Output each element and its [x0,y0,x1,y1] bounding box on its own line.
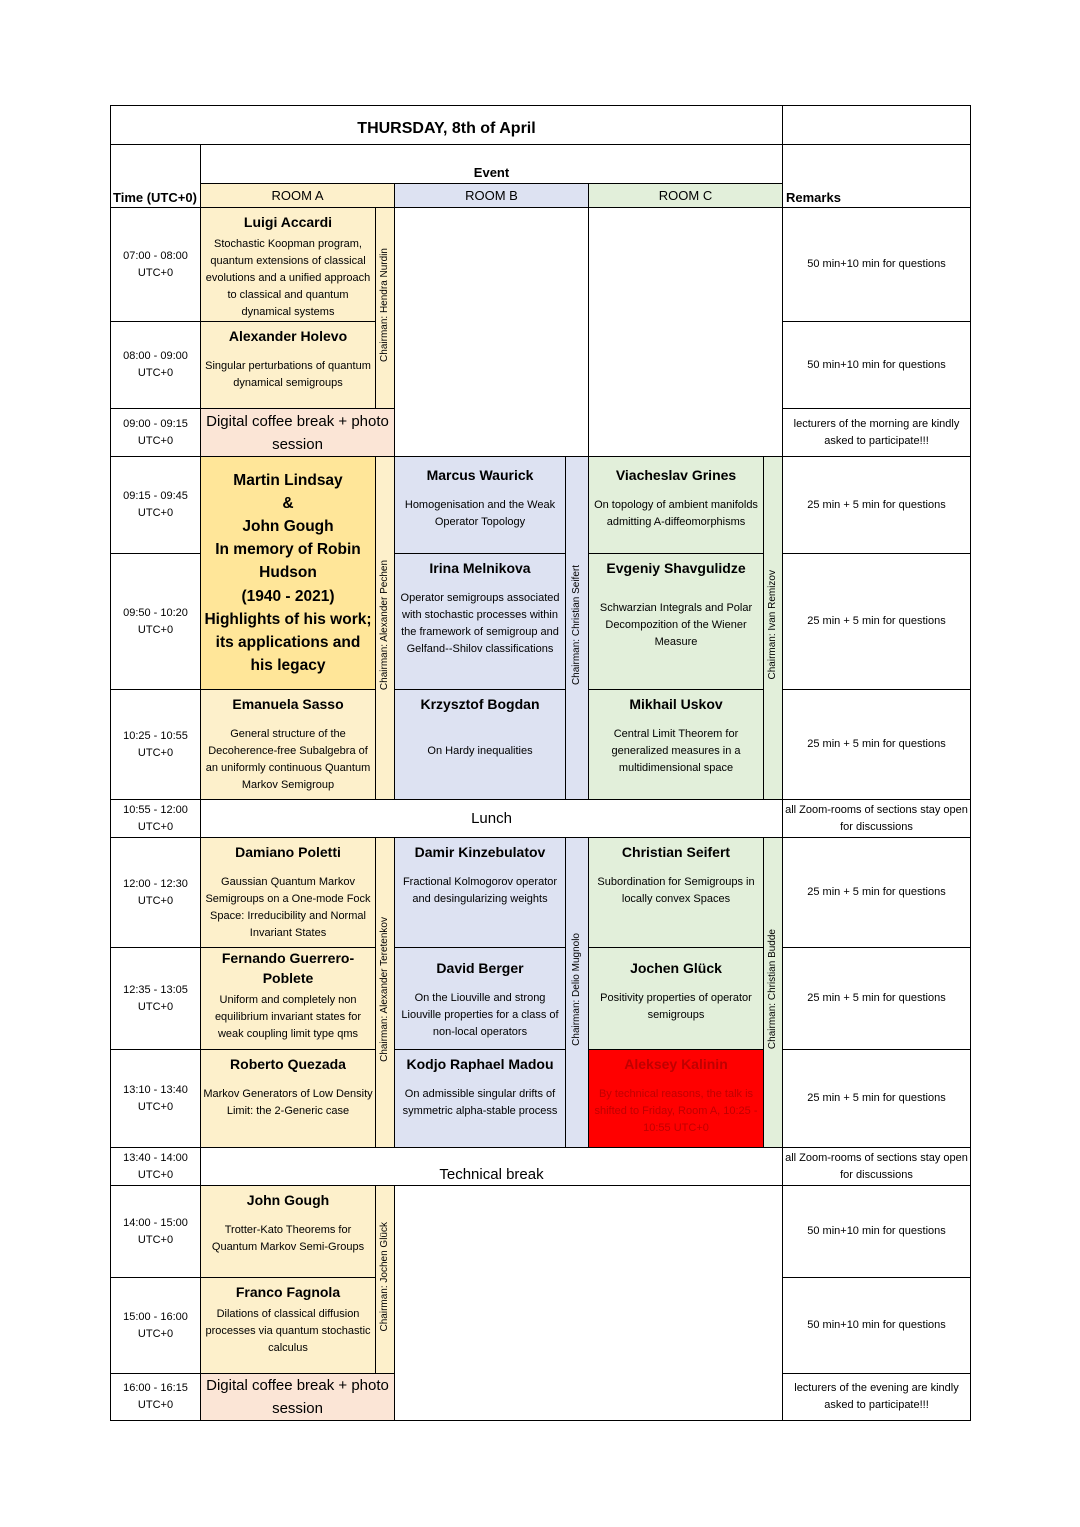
talk-title: Subordination for Semigroups in locally convex Spaces [597,876,755,905]
talk-cell [201,1186,376,1278]
speaker-name: Kodjo Raphael Madou [406,1056,554,1072]
talk-cell [201,208,376,322]
room-b-header: ROOM B [395,184,589,208]
talk-cell [395,457,566,554]
schedule-row [111,1148,971,1186]
schedule-row [111,838,971,948]
talk-title: Stochastic Koopman program, quantum extensions of classical evolutions and a unified approach to classical and quantum dynamical systems [205,238,371,318]
remark-cell: 25 min + 5 min for questions [783,690,971,800]
remark-cell: 50 min+10 min for questions [783,322,971,409]
talk-title: Markov Generators of Low Density Limit: the 2-Generic case [203,1088,373,1117]
speaker-name: Evgeniy Shavgulidze [606,560,746,576]
chairman-label: Chairman: Hendra Nurdin [376,208,395,409]
chairman-label: Chairman: Jochen Glück [376,1186,395,1374]
speaker-name: Damiano Poletti [235,844,341,860]
time-cell: 09:50 - 10:20 UTC+0 [111,554,201,690]
talk-cell [395,1050,566,1148]
talk-title: On topology of ambient manifolds admitting A-diffeomorphisms [594,499,758,528]
remark-cell: 50 min+10 min for questions [783,1186,971,1278]
talk-title: Uniform and completely non equilibrium invariant states for weak coupling limit type qms [214,994,362,1040]
talk-cell [589,554,764,690]
schedule-row [111,690,971,800]
memorial-session: Martin Lindsay & John Gough In memory of Robin Hudson (1940 - 2021) Highlights of his work; its applications and his legacy [201,457,376,690]
time-cell: 07:00 - 08:00 UTC+0 [111,208,201,322]
talk-cell [201,838,376,948]
technical-break: Technical break [201,1148,783,1186]
talk-cell [589,838,764,948]
speaker-name: Luigi Accardi [243,214,333,230]
chairman-label: Chairman: Alexander Teretenkov [376,838,395,1148]
talk-cell [589,690,764,800]
remark-cell: 25 min + 5 min for questions [783,1050,971,1148]
speaker-name: David Berger [436,960,524,976]
speaker-name: John Gough [246,1192,330,1208]
time-cell: 14:00 - 15:00 UTC+0 [111,1186,201,1278]
talk-title: By technical reasons, the talk is shifted to Friday, Room A, 10:25 - 10:55 UTC+0 [594,1088,758,1134]
room-a-header: ROOM A [201,184,395,208]
remark-cell: 25 min + 5 min for questions [783,554,971,690]
time-cell: 08:00 - 09:00 UTC+0 [111,322,201,409]
talk-cell [395,838,566,948]
schedule-row [111,208,971,322]
remarks-header: Remarks [783,145,971,208]
remark-cell: all Zoom-rooms of sections stay open for discussions [783,1148,971,1186]
speaker-name: Franco Fagnola [235,1284,341,1300]
speaker-name: Fernando Guerrero-Poblete [221,950,355,986]
talk-title: Dilations of classical diffusion processes via quantum stochastic calculus [205,1308,371,1354]
lunch-break: Lunch [201,800,783,838]
talk-title: Homogenisation and the Weak Operator Topology [404,499,556,528]
speaker-name: Christian Seifert [621,844,731,860]
remark-cell: lecturers of the morning are kindly asked to participate!!! [783,409,971,457]
time-cell: 10:55 - 12:00 UTC+0 [111,800,201,838]
speaker-name: Aleksey Kalinin [624,1056,728,1072]
remark-cell: 25 min + 5 min for questions [783,457,971,554]
speaker-name: Irina Melnikova [429,560,531,576]
coffee-break: Digital coffee break + photo session [201,1374,395,1421]
talk-title: On admissible singular drifts of symmetric alpha-stable process [402,1088,558,1117]
schedule-row [111,457,971,554]
speaker-name: Marcus Waurick [426,467,534,483]
time-cell: 10:25 - 10:55 UTC+0 [111,690,201,800]
time-cell: 13:10 - 13:40 UTC+0 [111,1050,201,1148]
talk-cell [395,690,566,800]
speaker-name: Mikhail Uskov [629,696,723,712]
speaker-name: Emanuela Sasso [232,696,344,712]
title-remarks-cell [783,106,971,145]
talk-title: Schwarzian Integrals and Polar Decompozition of the Wiener Measure [599,602,753,648]
empty-rooms-bc [395,1186,783,1421]
talk-title: On the Liouville and strong Liouville properties for a class of non-local operators [401,992,559,1038]
event-header: Event [201,145,783,184]
time-cell: 13:40 - 14:00 UTC+0 [111,1148,201,1186]
speaker-name: Viacheslav Grines [615,467,737,483]
chairman-label: Chairman: Delio Mugnolo [566,838,589,1148]
talk-cell [395,948,566,1050]
cancelled-talk-cell [589,1050,764,1148]
talk-title: Singular perturbations of quantum dynamical semigroups [205,360,371,389]
time-cell: 09:15 - 09:45 UTC+0 [111,457,201,554]
time-cell: 12:00 - 12:30 UTC+0 [111,838,201,948]
talk-cell [589,948,764,1050]
remark-cell: 25 min + 5 min for questions [783,948,971,1050]
talk-title: General structure of the Decoherence-free Subalgebra of an uniformly continuous Quantum Markov Semigroup [205,728,371,791]
empty-room-b [395,208,589,457]
schedule-row [111,800,971,838]
schedule-row [111,1186,971,1278]
time-cell: 12:35 - 13:05 UTC+0 [111,948,201,1050]
schedule-table [110,105,971,1421]
chairman-label: Chairman: Christian Seifert [566,457,589,800]
talk-cell [201,948,376,1050]
room-c-header: ROOM C [589,184,783,208]
chairman-label: Chairman: Ivan Remizov [764,457,783,800]
schedule-row [111,948,971,1050]
speaker-name: Damir Kinzebulatov [414,844,546,860]
coffee-break: Digital coffee break + photo session [201,409,395,457]
remark-cell: lecturers of the evening are kindly asked to participate!!! [783,1374,971,1421]
talk-title: Positivity properties of operator semigroups [600,992,752,1021]
talk-title: Central Limit Theorem for generalized measures in a multidimensional space [611,728,741,774]
talk-cell [201,322,376,409]
talk-cell [395,554,566,690]
talk-title: Fractional Kolmogorov operator and desingularizing weights [402,876,558,905]
talk-cell [201,1278,376,1374]
speaker-name: Jochen Glück [630,960,722,976]
time-cell: 09:00 - 09:15 UTC+0 [111,409,201,457]
schedule-sheet [110,105,971,1421]
speaker-name: Krzysztof Bogdan [420,696,540,712]
talk-title: On Hardy inequalities [427,745,533,757]
empty-room-c [589,208,783,457]
speaker-name: Alexander Holevo [228,328,348,344]
schedule-row [111,1050,971,1148]
talk-cell [201,1050,376,1148]
page-title: THURSDAY, 8th of April [111,106,783,145]
chairman-label: Chairman: Christian Budde [764,838,783,1148]
talk-title: Operator semigroups associated with stochastic processes within the framework of semigroup and Gelfand--Shilov classifications [400,592,560,655]
time-header: Time (UTC+0) [111,145,201,208]
speaker-name: Roberto Quezada [230,1056,346,1072]
talk-title: Gaussian Quantum Markov Semigroups on a One-mode Fock Space: Irreducibility and Normal Invariant States [205,876,371,939]
remark-cell: 50 min+10 min for questions [783,1278,971,1374]
talk-title: Trotter-Kato Theorems for Quantum Markov Semi-Groups [211,1224,365,1253]
remark-cell: 25 min + 5 min for questions [783,838,971,948]
talk-cell [201,690,376,800]
time-cell: 15:00 - 16:00 UTC+0 [111,1278,201,1374]
remark-cell: all Zoom-rooms of sections stay open for discussions [783,800,971,838]
chairman-label: Chairman: Alexander Pechen [376,457,395,800]
time-cell: 16:00 - 16:15 UTC+0 [111,1374,201,1421]
talk-cell [589,457,764,554]
remark-cell: 50 min+10 min for questions [783,208,971,322]
